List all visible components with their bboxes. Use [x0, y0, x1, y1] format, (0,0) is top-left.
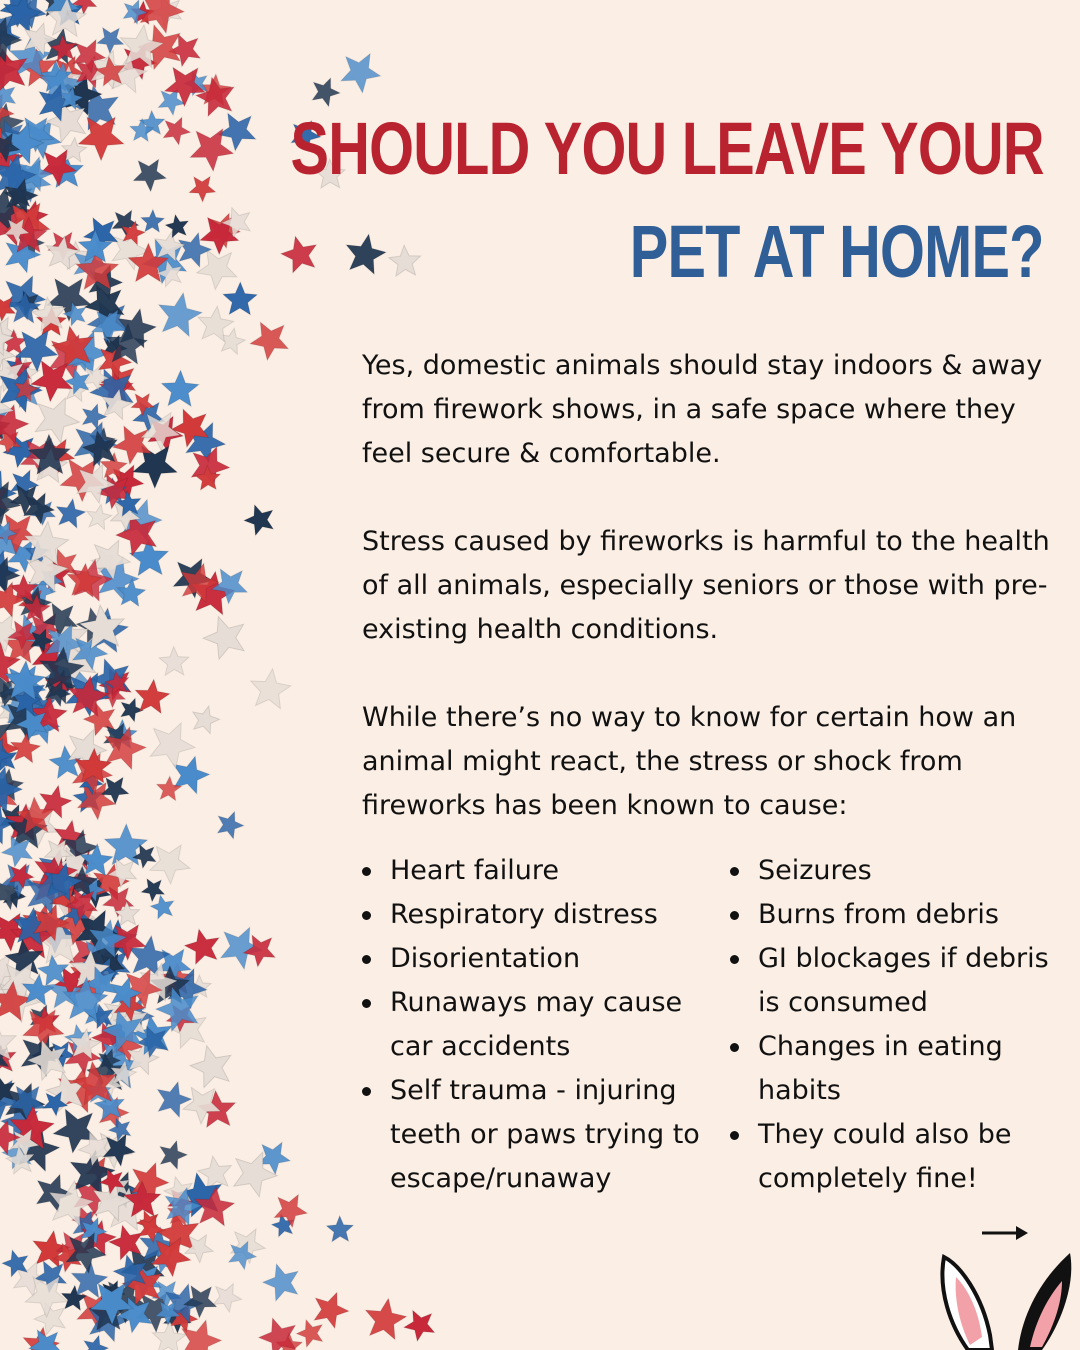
star-decoration: [133, 159, 166, 191]
effects-list-left: [362, 849, 712, 1201]
star-decoration: [259, 1318, 296, 1350]
star-decoration: [263, 1264, 299, 1301]
star-decoration: [314, 1292, 349, 1328]
star-decoration: [0, 1023, 16, 1062]
list-item: They could also be completely fine!: [730, 1113, 1070, 1201]
star-decoration: [84, 1335, 109, 1350]
star-decoration: [193, 706, 220, 734]
star-decoration: [150, 723, 195, 768]
intro-paragraph: Yes, domestic animals should stay indoors & away from firework shows, in a safe space where they feel secure & comfortable.: [362, 350, 1043, 469]
title-line-2: PET AT HOME?: [630, 210, 1044, 293]
arrow-right-icon[interactable]: [980, 1222, 1030, 1244]
star-decoration: [38, 955, 69, 986]
star-decoration: [97, 28, 124, 54]
effects-list-right: [730, 849, 1070, 1201]
star-decoration: [389, 245, 421, 276]
list-item: Respiratory distress: [362, 893, 712, 937]
star-decoration: [35, 398, 79, 443]
list-item: Heart failure: [362, 849, 712, 893]
star-decoration: [135, 679, 170, 713]
star-decoration: [160, 1141, 188, 1170]
star-decoration: [312, 78, 340, 107]
bunny-ears-logo: [930, 1245, 1080, 1350]
list-item: Self trauma - injuring teeth or paws trying to escape/runaway: [362, 1069, 712, 1201]
star-decoration: [244, 505, 273, 536]
list-item: Changes in eating habits: [730, 1025, 1070, 1113]
star-decoration: [190, 1046, 231, 1088]
star-decoration: [346, 234, 386, 274]
star-decoration: [213, 1284, 241, 1312]
star-decoration: [163, 117, 190, 145]
star-decoration: [185, 929, 220, 964]
effects-intro-paragraph: While there’s no way to know for certain how an animal might react, the stress or shock from fireworks has been known to cause:: [362, 702, 1017, 821]
star-decoration: [56, 499, 85, 528]
list-item: Burns from debris: [730, 893, 1070, 937]
star-decoration: [159, 293, 202, 337]
star-decoration: [157, 1082, 191, 1118]
list-item: Runaways may cause car accidents: [362, 981, 712, 1069]
star-decoration: [189, 177, 216, 202]
star-decoration: [223, 282, 257, 315]
star-decoration: [341, 54, 381, 93]
star-decoration: [218, 113, 256, 151]
star-decoration: [82, 404, 106, 430]
list-item: Disorientation: [362, 937, 712, 981]
star-decoration: [281, 236, 317, 273]
star-decoration: [251, 669, 291, 709]
star-decoration: [197, 250, 237, 289]
star-decoration: [78, 117, 124, 160]
star-decoration: [326, 1216, 353, 1242]
star-decoration: [203, 617, 244, 660]
star-decoration: [157, 776, 182, 801]
star-decoration: [218, 812, 244, 839]
star-decoration: [165, 215, 188, 238]
star-decoration: [141, 210, 165, 233]
star-decoration: [162, 370, 199, 406]
star-decoration: [250, 322, 288, 360]
star-decoration: [366, 1298, 407, 1339]
star-decoration: [159, 647, 189, 676]
star-decoration: [87, 504, 112, 529]
list-item: GI blockages if debris is consumed: [730, 937, 1070, 1025]
title-line-1: SHOULD YOU LEAVE YOUR: [290, 107, 1044, 190]
star-decoration: [404, 1310, 435, 1341]
stress-paragraph: Stress caused by fireworks is harmful to the health of all animals, especially seniors or those with pre-existing health conditions.: [362, 526, 1050, 645]
star-decoration: [150, 845, 190, 884]
list-item: Seizures: [730, 849, 1070, 893]
